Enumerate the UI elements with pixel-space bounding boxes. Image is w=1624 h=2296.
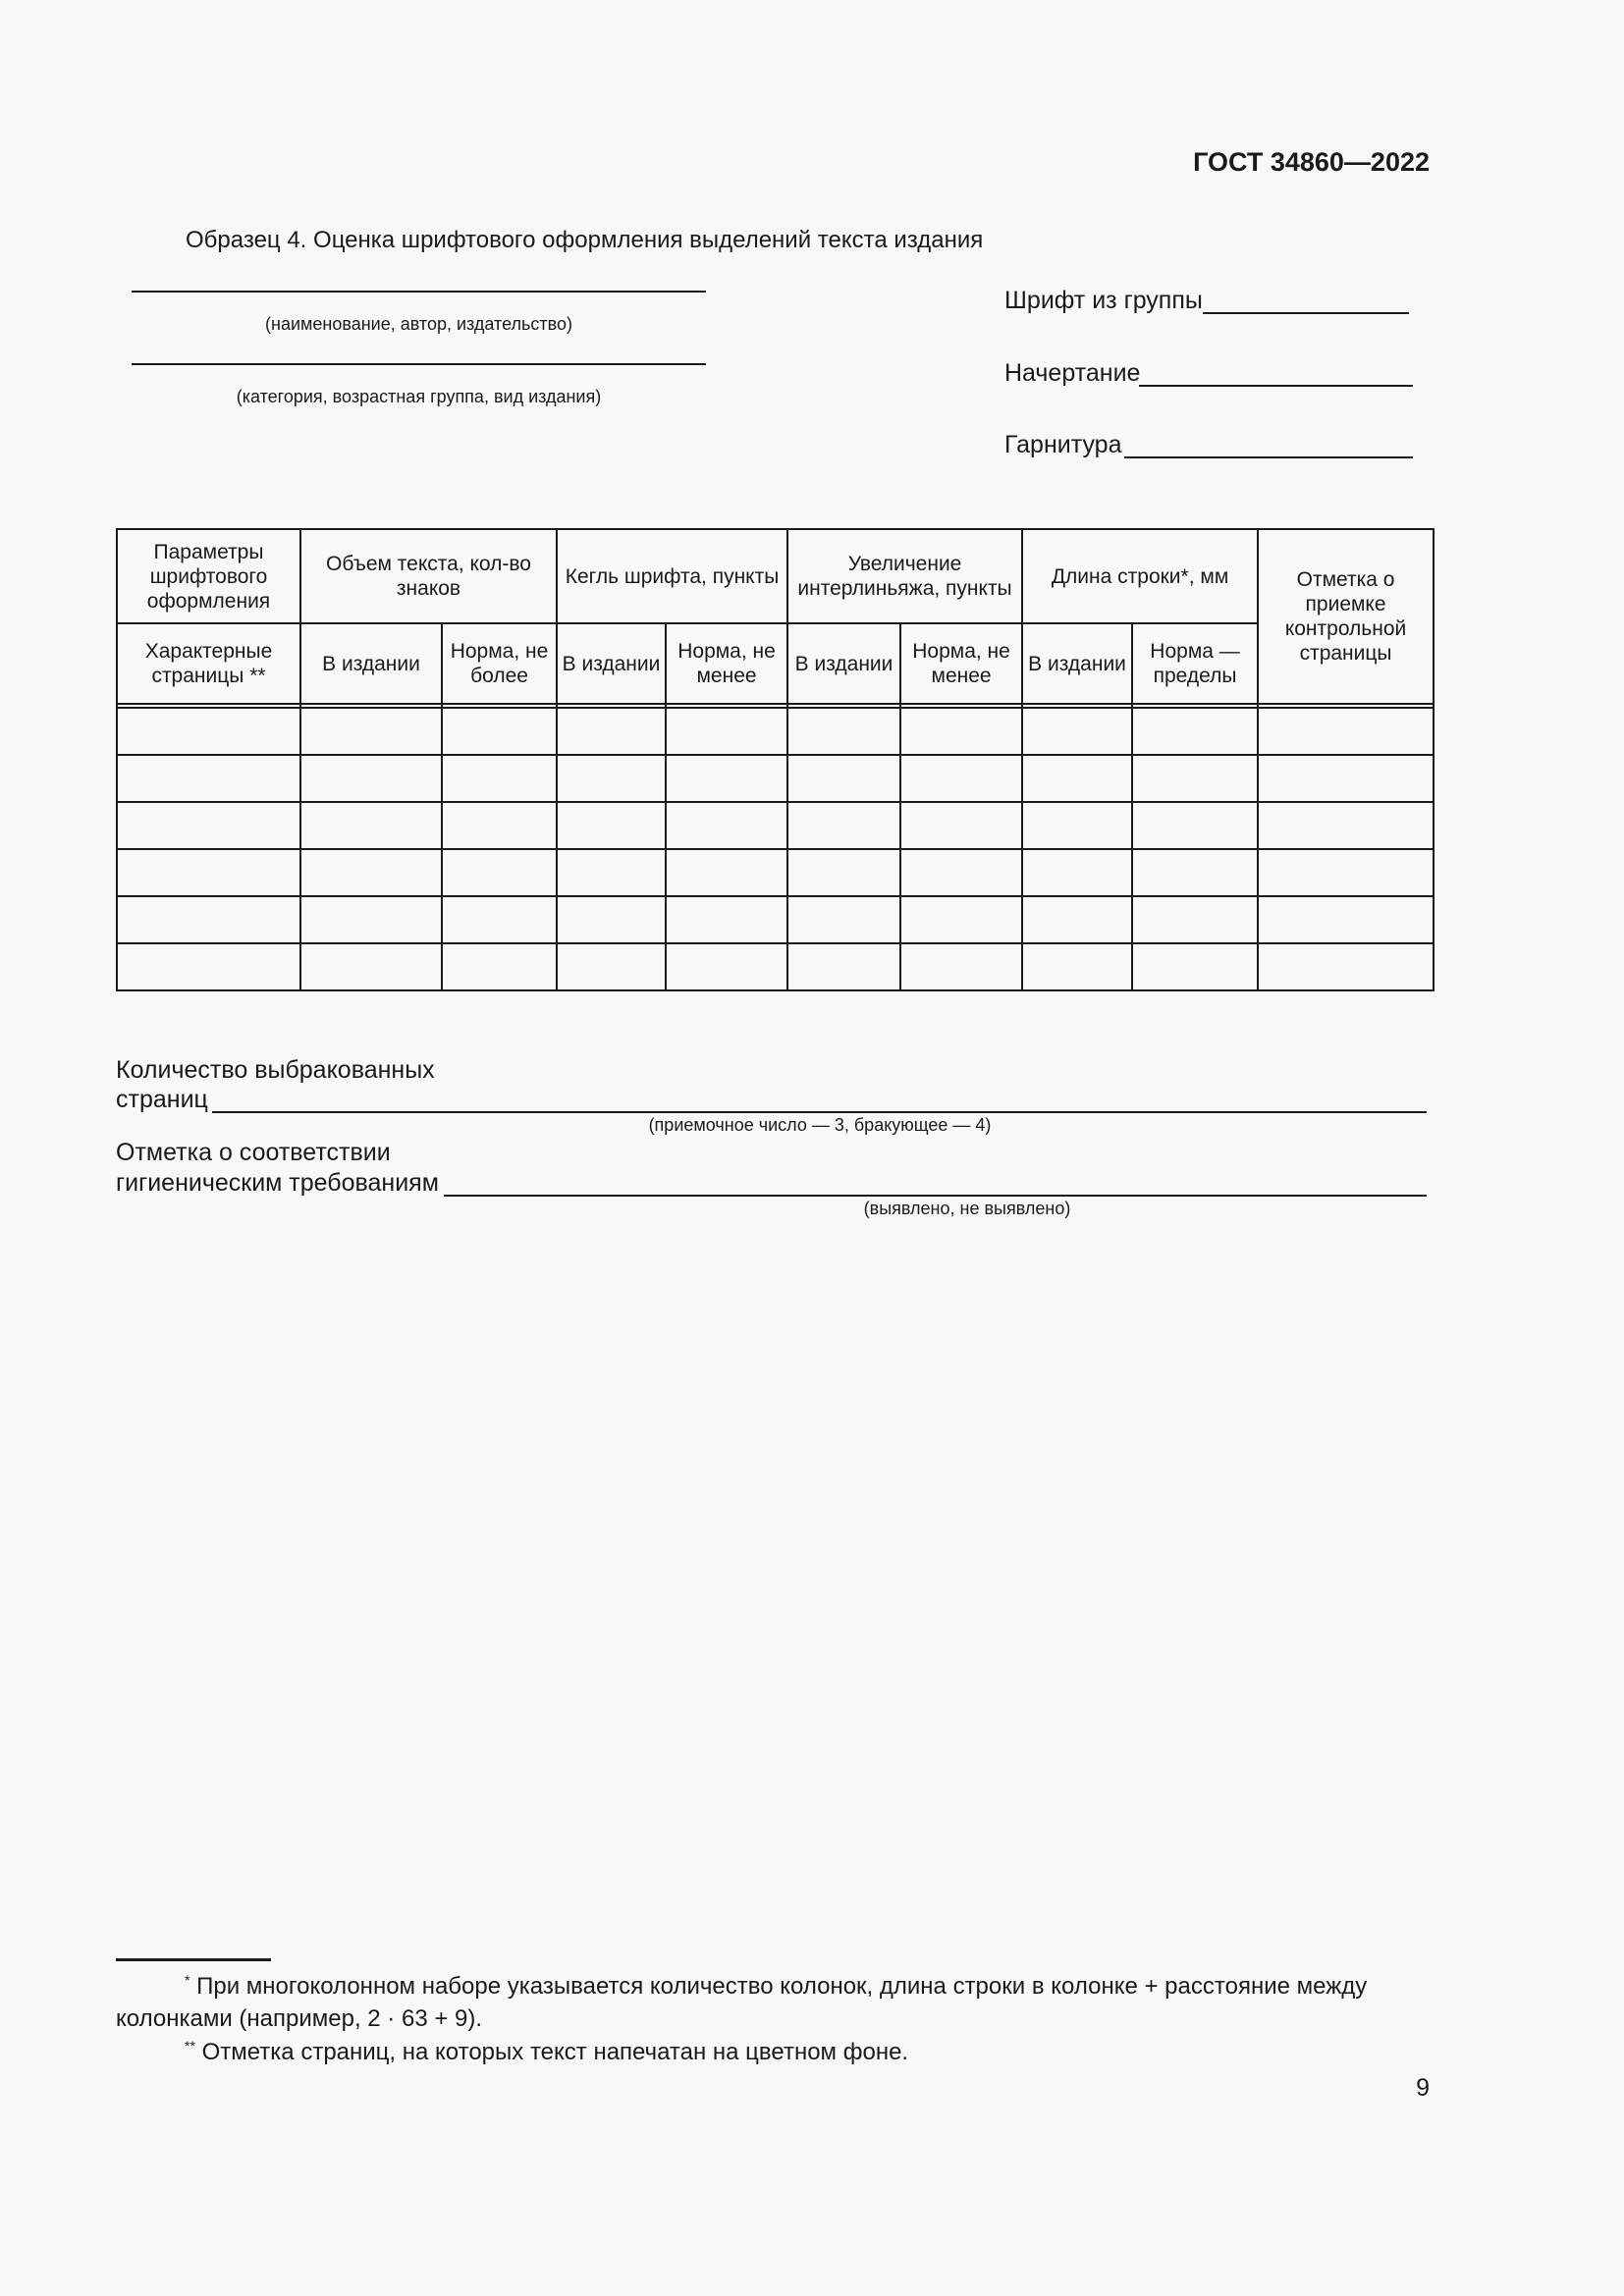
table-cell[interactable] — [1022, 896, 1132, 943]
footnote-2 — [185, 2030, 908, 2068]
table-cell[interactable] — [666, 896, 787, 943]
header-params: Параметры шрифтового оформления — [117, 529, 300, 623]
subheader-leading-norm: Норма, не менее — [900, 623, 1022, 704]
publication-name-field[interactable] — [132, 291, 706, 293]
table-cell[interactable] — [900, 802, 1022, 849]
table-cell[interactable] — [300, 849, 442, 896]
footnote-2-text: Отметка страниц, на которых текст напечатан на цветном фоне. — [201, 2039, 909, 2065]
footnote-1-cont: колонками (например, 2 · 63 + 9). — [116, 2005, 483, 2032]
table-cell[interactable] — [787, 708, 900, 755]
subheader-length-actual: В издании — [1022, 623, 1132, 704]
table-cell[interactable] — [666, 802, 787, 849]
subheader-volume-norm: Норма, не более — [442, 623, 557, 704]
typeface-family-label: Гарнитура — [1004, 431, 1122, 458]
table-cell[interactable] — [1132, 849, 1258, 896]
font-group-label: Шрифт из группы — [1004, 287, 1203, 314]
table-cell[interactable] — [442, 849, 557, 896]
typeface-style-label: Начертание — [1004, 359, 1141, 387]
publication-category-field[interactable] — [132, 363, 706, 365]
table-cell[interactable] — [117, 849, 300, 896]
table-cell[interactable] — [1022, 943, 1132, 990]
table-cell[interactable] — [1022, 802, 1132, 849]
table-cell[interactable] — [900, 896, 1022, 943]
typography-assessment-table — [116, 528, 1435, 991]
table-cell[interactable] — [787, 755, 900, 802]
table-cell[interactable] — [442, 802, 557, 849]
table-cell[interactable] — [787, 896, 900, 943]
subheader-volume-actual: В издании — [300, 623, 442, 704]
table-row — [117, 802, 1434, 849]
table-cell[interactable] — [117, 896, 300, 943]
rejected-pages-label-2: страниц — [116, 1086, 208, 1113]
table-cell[interactable] — [557, 708, 666, 755]
standard-designation: ГОСТ 34860—2022 — [1193, 147, 1430, 177]
table-cell[interactable] — [557, 943, 666, 990]
hygiene-field[interactable] — [444, 1195, 1427, 1197]
table-row — [117, 708, 1434, 755]
table-cell[interactable] — [900, 755, 1022, 802]
table-cell[interactable] — [900, 708, 1022, 755]
table-cell[interactable] — [1258, 755, 1434, 802]
table-cell[interactable] — [557, 802, 666, 849]
table-cell[interactable] — [300, 755, 442, 802]
header-font-size: Кегль шрифта, пункты — [557, 529, 787, 623]
table-cell[interactable] — [666, 849, 787, 896]
table-cell[interactable] — [1258, 708, 1434, 755]
hygiene-label-2: гигиеническим требованиям — [116, 1169, 439, 1197]
table-cell[interactable] — [1022, 708, 1132, 755]
table-cell[interactable] — [900, 943, 1022, 990]
table-cell[interactable] — [787, 802, 900, 849]
table-cell[interactable] — [300, 708, 442, 755]
subheader-leading-actual: В издании — [787, 623, 900, 704]
header-leading-increase: Увеличение интерлиньяжа, пункты — [787, 529, 1022, 623]
table-cell[interactable] — [1022, 849, 1132, 896]
table-cell[interactable] — [442, 943, 557, 990]
rejected-pages-field[interactable] — [212, 1111, 1427, 1113]
footnote-1 — [116, 1964, 1432, 2035]
subheader-length-norm: Норма — пределы — [1132, 623, 1258, 704]
subheader-size-actual: В издании — [557, 623, 666, 704]
table-cell[interactable] — [300, 802, 442, 849]
typeface-family-field[interactable] — [1124, 456, 1413, 458]
table-cell[interactable] — [787, 943, 900, 990]
header-acceptance-mark: Отметка о приемке контрольной страницы — [1258, 529, 1434, 704]
table-cell[interactable] — [1132, 708, 1258, 755]
page-number: 9 — [1416, 2074, 1430, 2102]
table-cell[interactable] — [300, 896, 442, 943]
typeface-style-field[interactable] — [1139, 385, 1413, 387]
table-cell[interactable] — [557, 755, 666, 802]
font-group-field[interactable] — [1203, 312, 1409, 314]
footnote-rule — [116, 1958, 271, 1961]
table-cell[interactable] — [1132, 802, 1258, 849]
table-cell[interactable] — [557, 849, 666, 896]
publication-category-caption: (категория, возрастная группа, вид издания) — [236, 387, 602, 406]
table-row — [117, 896, 1434, 943]
table-cell[interactable] — [1258, 802, 1434, 849]
table-cell[interactable] — [1132, 755, 1258, 802]
table-cell[interactable] — [117, 708, 300, 755]
table-row — [117, 755, 1434, 802]
table-cell[interactable] — [666, 708, 787, 755]
table-row — [117, 943, 1434, 990]
header-text-volume: Объем текста, кол-во знаков — [300, 529, 557, 623]
table-cell[interactable] — [442, 708, 557, 755]
table-cell[interactable] — [787, 849, 900, 896]
footnote-2-mark: ** — [185, 2038, 195, 2054]
table-cell[interactable] — [1258, 943, 1434, 990]
table-cell[interactable] — [117, 802, 300, 849]
footnote-1-text: При многоколонном наборе указывается количество колонок, длина строки в колонке + расстояние между — [196, 1973, 1368, 2000]
hygiene-label-1: Отметка о соответствии — [116, 1139, 391, 1166]
rejected-pages-label-1: Количество выбракованных — [116, 1056, 435, 1084]
table-cell[interactable] — [442, 755, 557, 802]
table-cell[interactable] — [1258, 849, 1434, 896]
table-cell[interactable] — [666, 755, 787, 802]
header-line-length: Длина строки*, мм — [1022, 529, 1258, 623]
table-cell[interactable] — [442, 896, 557, 943]
table-row — [117, 849, 1434, 896]
table-cell[interactable] — [900, 849, 1022, 896]
table-cell[interactable] — [117, 943, 300, 990]
publication-name-caption: (наименование, автор, издательство) — [265, 314, 572, 334]
table-cell[interactable] — [117, 755, 300, 802]
table-cell[interactable] — [300, 943, 442, 990]
rejected-pages-caption: (приемочное число — 3, бракующее — 4) — [648, 1115, 992, 1135]
hygiene-caption: (выявлено, не выявлено) — [863, 1199, 1071, 1218]
table-cell[interactable] — [557, 896, 666, 943]
table-cell[interactable] — [1132, 896, 1258, 943]
footnote-1-mark: * — [185, 1972, 190, 1988]
subheader-size-norm: Норма, не менее — [666, 623, 787, 704]
sample-title: Образец 4. Оценка шрифтового оформления выделений текста издания — [186, 227, 984, 253]
subheader-typical-pages: Характерные страницы ** — [117, 623, 300, 704]
table-cell[interactable] — [666, 943, 787, 990]
table-cell[interactable] — [1132, 943, 1258, 990]
table-cell[interactable] — [1022, 755, 1132, 802]
table-cell[interactable] — [1258, 896, 1434, 943]
